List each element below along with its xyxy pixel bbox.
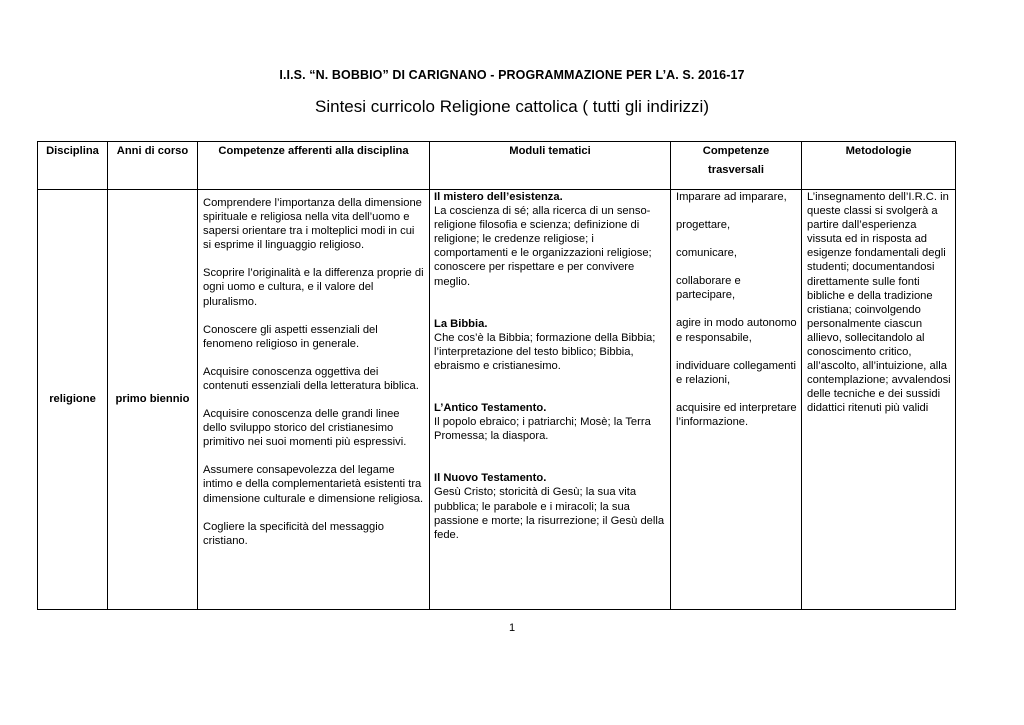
modulo-text: La coscienza di sé; alla ricerca di un senso-religione filosofia e scienza; definizione di religione; le credenze religiose; i comportamenti e le organizzazioni religiose; conoscere per rispettare e per convivere meglio. [434,205,652,288]
trasversale-item: progettare, [676,219,731,232]
cell-metodologie: L’insegnamento dell’I.R.C. in queste classi si svolgerà a partire dall’esperienza vissuta ed in risposta ad esigenze fondamentali degli studenti; documentandosi direttamente sulle fonti bibliche e della tradizione cristiana; coinvolgendo personalmente ciascun allievo, sollecitandolo al conoscimento critico, all’ascolto, all’intuizione, alla contemplazione; avvalendosi delle tecniche e dei sussidi didattici ritenuti più validi [802,190,956,610]
page-number: 1 [508,622,516,634]
modulo-item [434,317,666,373]
cell-disciplina: religione [38,190,108,610]
competenza-item: Cogliere la specificità del messaggio cristiano. [203,520,384,547]
competenza-item: Scoprire l’originalità e la differenza proprie di ogni uomo e cultura, e il valore del pluralismo. [203,267,424,308]
header-anni-di-corso: Anni di corso [108,142,198,190]
table-header-row [38,142,956,190]
competenza-item: Comprendere l’importanza della dimensione spirituale e religiosa nella vita dell’uomo e sapersi orientare tra i molteplici modi in cui si esprime il linguaggio religioso. [203,197,422,252]
trasversale-item: comunicare, [676,247,737,260]
modulo-title: La Bibbia. [434,317,488,330]
cell-moduli [430,190,671,610]
trasversale-item: collaborare e partecipare, [676,275,741,302]
modulo-text: Gesù Cristo; storicità di Gesù; la sua vita pubblica; le parabole e i miracoli; la sua passione e morte; la risurrezione; il Gesù della fede. [434,486,665,541]
trasversale-item: acquisire ed interpretare l’informazione. [676,401,797,428]
header-disciplina: Disciplina [38,142,108,190]
competenza-item: Conoscere gli aspetti essenziali del fenomeno religioso in generale. [203,323,378,350]
cell-anni-di-corso: primo biennio [108,190,198,610]
cell-competenze [198,190,430,610]
modulo-item [434,401,666,443]
header-trasversali-line2: trasversali [708,164,764,177]
competenza-item: Assumere consapevolezza del legame intimo e della complementarietà esistenti tra dimensione culturale e dimensione religiosa. [203,464,424,505]
modulo-item [434,190,666,289]
modulo-title: Il mistero dell’esistenza. [434,191,563,203]
document-subtitle: Sintesi curricolo Religione cattolica ( tutti gli indirizzi) [315,97,709,116]
trasversale-item: individuare collegamenti e relazioni, [676,359,797,386]
cell-competenze-trasversali [671,190,802,610]
document-title: I.I.S. “N. BOBBIO” DI CARIGNANO - PROGRAMMAZIONE PER L’A. S. 2016-17 [279,68,745,82]
header-trasversali-line1: Competenze [702,145,770,157]
header-moduli-tematici: Moduli tematici [430,142,671,190]
trasversale-item: agire in modo autonomo e responsabile, [676,317,797,344]
modulo-item [434,471,666,541]
curriculum-table [37,141,956,610]
header-competenze-disciplina: Competenze afferenti alla disciplina [198,142,430,190]
modulo-title: Il Nuovo Testamento. [434,472,547,485]
trasversale-item: Imparare ad imparare, [676,191,787,203]
competenza-item: Acquisire conoscenza oggettiva dei contenuti essenziali della letteratura biblica. [203,365,419,392]
header-metodologie: Metodologie [802,142,956,190]
modulo-text: Che cos’è la Bibbia; formazione della Bibbia; l’interpretazione del testo biblico; Bibbia, ebraismo e cristianesimo. [434,331,656,372]
header-competenze-trasversali [671,142,802,190]
modulo-title: L’Antico Testamento. [434,402,547,415]
modulo-text: Il popolo ebraico; i patriarchi; Mosè; la Terra Promessa; la diaspora. [434,416,651,443]
table-row [38,190,956,610]
competenza-item: Acquisire conoscenza delle grandi linee dello sviluppo storico del cristianesimo primitivo nei suoi momenti più espressivi. [203,408,407,449]
